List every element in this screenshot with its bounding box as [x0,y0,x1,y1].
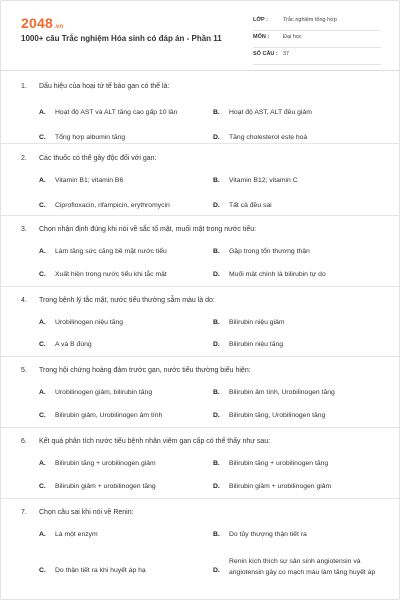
question-text [21,509,134,516]
option-letter: B. [213,319,220,326]
option-text: Bilirubin niệu tăng [229,341,284,348]
question-divider [1,427,400,428]
document-header [1,1,400,71]
option-letter: D. [213,202,220,209]
question-number: 2. [21,155,27,162]
option-letter: B. [213,109,220,116]
option-text: Làm tăng sức căng bề mặt nước tiểu [55,248,167,255]
option-letter: B. [213,460,220,467]
question-stem: Các thuốc có thể gây độc đối với gan: [39,155,157,162]
option-letter: C. [39,483,46,490]
question-divider [1,498,400,499]
option-letter: D. [213,567,220,574]
logo-suffix: .vn [53,24,64,30]
logo-text: 2048 [21,15,53,31]
option-text: Bilirubin giảm + urobilinogen tăng [55,483,156,490]
option-text: Bilirubin giảm, Urobilinogen âm tính [55,412,163,419]
option-text: Ciprofloxacin, rifampicin, erythromycin [55,202,170,209]
question-divider [1,286,400,287]
option-letter: C. [39,567,46,574]
option-letter: D. [213,483,220,490]
question-number: 4. [21,297,27,304]
option-text: Bilirubin giảm + urobilinogen giảm [229,483,332,490]
document-title: 1000+ câu Trắc nghiệm Hóa sinh có đáp án - Phần 11 [21,34,222,43]
option-letter: C. [39,412,46,419]
site-logo[interactable] [21,15,63,31]
meta-label: SỐ CÂU : [253,51,278,57]
option-letter: D. [213,134,220,141]
meta-row-count [253,48,381,65]
question-text [21,155,156,162]
option-letter: A. [39,109,46,116]
option-letter: D. [213,341,220,348]
option-text: Bilirubin tăng, Urobilinogen tăng [229,412,326,419]
question-text [21,226,256,233]
question-text [21,297,215,304]
option-text: Urobilinogen giảm, bilirubin tăng [55,389,153,396]
option-text: Bilirubin niệu giảm [229,319,285,326]
option-text: Gặp trong tổn thương thận [229,248,310,255]
option-text: Hoạt độ AST và ALT tăng cao gấp 10 lần [55,109,178,116]
question-divider [1,215,400,216]
meta-label: LỚP : [253,17,268,23]
option-text: Tổng hợp albumin tăng [55,134,126,141]
option-text: Muối mật chính là bilirubin tự do [229,271,326,278]
meta-label: MÔN : [253,34,270,40]
option-text: Là một enzym [55,531,98,538]
meta-value: Trắc nghiệm tổng hợp [283,17,337,23]
option-letter: C. [39,134,46,141]
option-text: Do thận tiết ra khi huyết áp hạ [55,567,146,574]
question-divider [1,356,400,357]
option-letter: C. [39,341,46,348]
meta-table [253,14,381,65]
option-letter: A. [39,460,46,467]
question-text [21,438,270,445]
question-stem: Chọn nhận định đúng khi nói về sắc tố mật, muối mật trong nước tiểu: [39,226,257,233]
option-text: Do tủy thượng thận tiết ra [229,531,307,538]
option-letter: B. [213,248,220,255]
option-letter: C. [39,202,46,209]
meta-value: Đại học [283,34,302,40]
meta-row-subject [253,31,381,48]
meta-row-class [253,14,381,31]
option-text: Vitamin B1; vitamin B6 [55,177,124,184]
option-text: Tất cả đều sai [229,202,272,209]
option-letter: D. [213,412,220,419]
question-stem: Kết quả phân tích nước tiểu bệnh nhân viêm gan cấp có thể thấy như sau: [39,438,271,445]
question-divider [1,143,400,144]
question-text [21,83,169,90]
option-text: Tăng cholesterol este hoá [229,134,308,141]
question-text [21,367,251,374]
option-letter: B. [213,389,220,396]
option-text: Vitamin B12; vitamin C [229,177,298,184]
option-text: Hoạt độ AST, ALT đều giảm [229,109,312,116]
option-text: Bilirubin tăng + urobilinogen tăng [229,460,329,467]
question-number: 7. [21,509,27,516]
option-letter: A. [39,389,46,396]
option-letter: D. [213,271,220,278]
option-letter: A. [39,531,46,538]
question-stem: Chọn câu sai khi nói về Renin: [39,509,134,516]
option-letter: B. [213,531,220,538]
question-stem: Trong hội chứng hoàng đảm trước gan, nước tiểu thường biểu hiện: [39,367,251,374]
option-letter: A. [39,319,46,326]
option-text: Urobilinogen niệu tăng [55,319,124,326]
meta-value: 37 [283,51,290,57]
option-text: Renin kích thích sự sản sinh angiotensin và angiotensin gây co mạch máu làm tăng huyết áp [229,558,376,576]
option-letter: C. [39,271,46,278]
option-text: Xuất hiện trong nước tiểu khi tắc mật [55,271,167,278]
option-letter: A. [39,248,46,255]
question-number: 3. [21,226,27,233]
option-letter: A. [39,177,46,184]
question-number: 1. [21,83,27,90]
question-number: 5. [21,367,27,374]
question-number: 6. [21,438,27,445]
question-stem: Trong bệnh lý tắc mật, nước tiểu thường sẫm màu là do: [39,297,215,304]
option-text: Bilirubin âm tính, Urobilinogen tăng [229,389,335,396]
option-text: A và B đúng [55,341,92,348]
option-letter: B. [213,177,220,184]
option-text: Bilirubin tăng + urobilinogen giảm [55,460,156,467]
question-stem: Dấu hiệu của hoại tử tế bào gan có thể là: [39,83,170,90]
